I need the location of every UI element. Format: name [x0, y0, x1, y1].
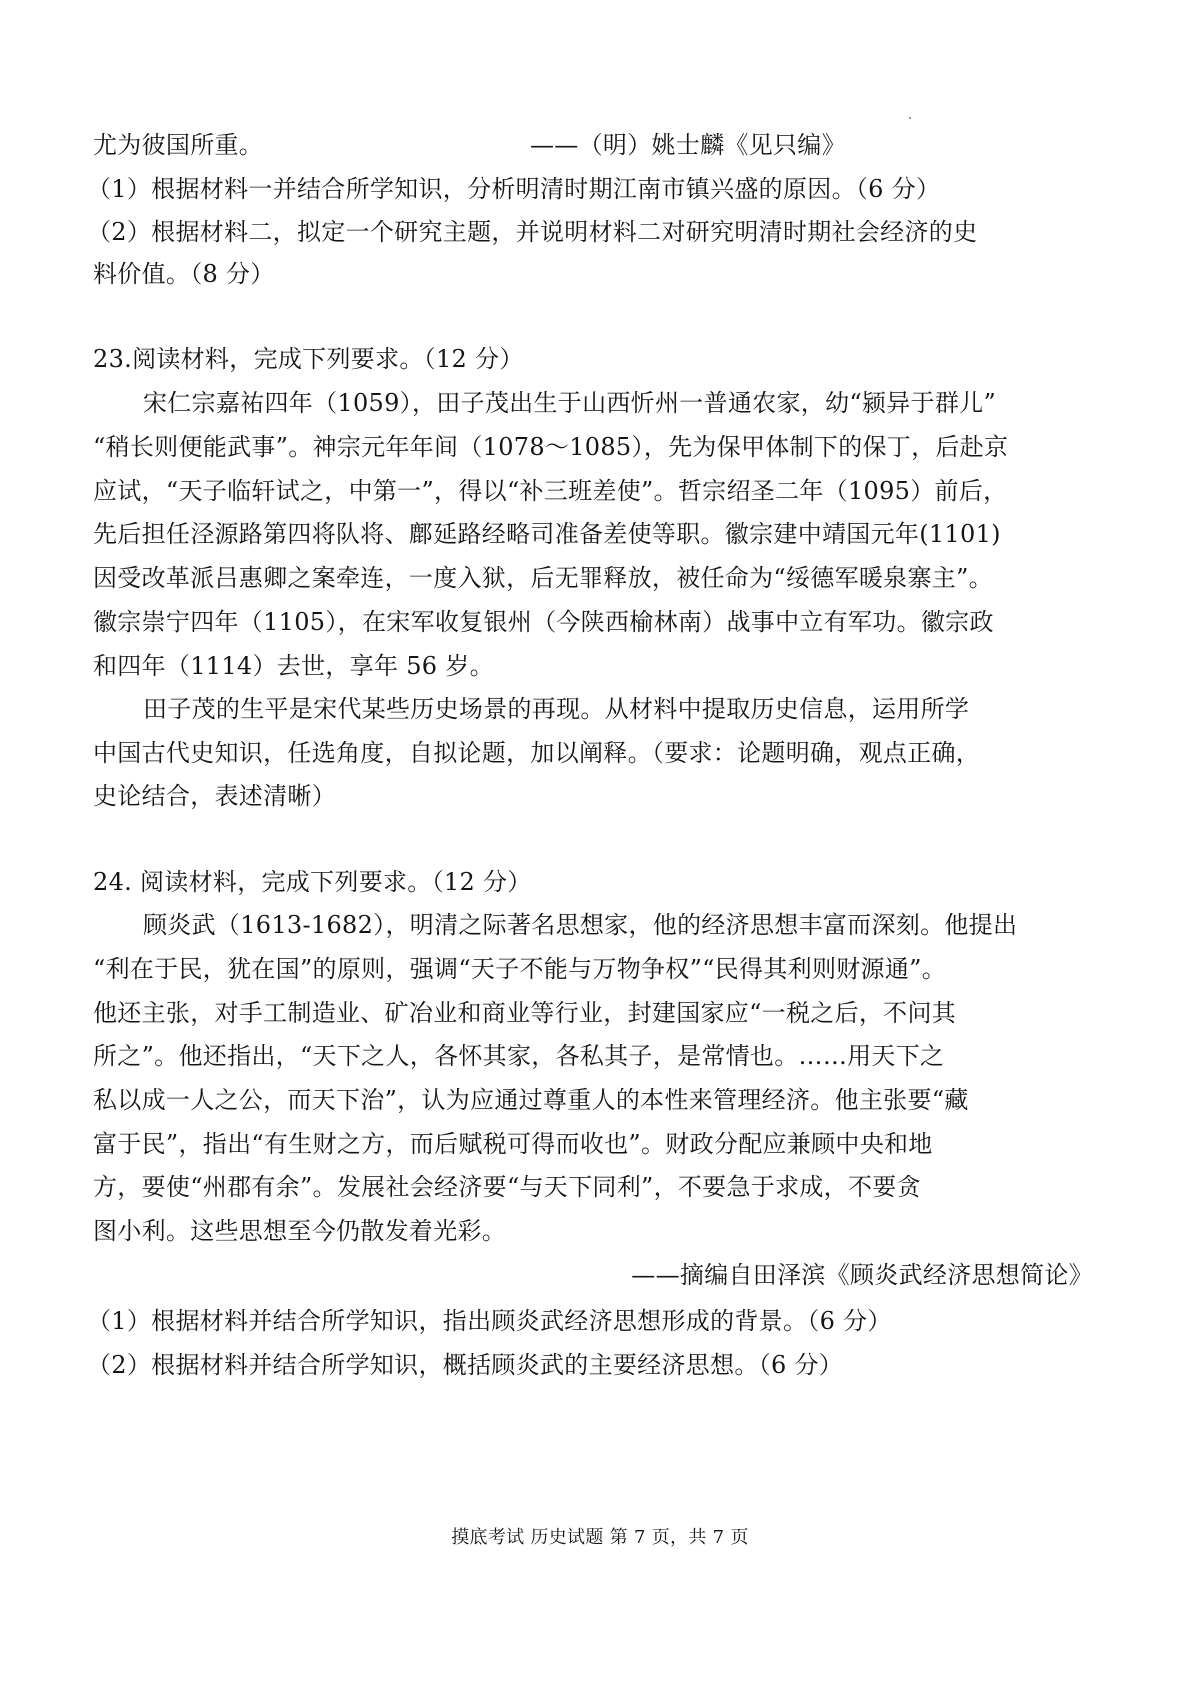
- q23-material-line: 因受改革派吕惠卿之案牵连，一度入狱，后无罪释放，被任命为“绥德军暖泉寨主”。: [93, 564, 993, 592]
- q24-material-line: 私以成一人之公，而天下治”，认为应通过尊重人的本性来管理经济。他主张要“藏: [93, 1086, 969, 1114]
- q22-material-tail: 尤为彼国所重。: [93, 131, 264, 159]
- q23-material-line: “稍长则便能武事”。神宗元年年间（1078～1085），先为保甲体制下的保丁，后赴京: [93, 433, 1009, 461]
- q24-heading: 24. 阅读材料，完成下列要求。（12 分）: [93, 868, 532, 896]
- q23-task-line: 史论结合，表述清晰）: [93, 782, 336, 810]
- q22-subquestion-2-line1: （2）根据材料二，拟定一个研究主题，并说明材料二对研究明清时期社会经济的史: [87, 218, 978, 246]
- q24-material-line: 顾炎武（1613-1682），明清之际著名思想家，他的经济思想丰富而深刻。他提出: [143, 911, 1018, 939]
- q24-subquestion-2: （2）根据材料并结合所学知识，概括顾炎武的主要经济思想。（6 分）: [87, 1351, 844, 1379]
- q23-heading: 23.阅读材料，完成下列要求。（12 分）: [93, 345, 524, 373]
- q24-material-line: 富于民”，指出“有生财之方，而后赋税可得而收也”。财政分配应兼顾中央和地: [93, 1130, 933, 1158]
- q23-material-line: 应试，“天子临轩试之，中第一”，得以“补三班差使”。哲宗绍圣二年（1095）前后，: [93, 477, 1008, 505]
- q24-material-line: 方，要使“州郡有余”。发展社会经济要“与天下同利”，不要急于求成，不要贪: [93, 1173, 921, 1201]
- q24-subquestion-1: （1）根据材料并结合所学知识，指出顾炎武经济思想形成的背景。（6 分）: [87, 1307, 892, 1335]
- q24-material-line: “利在于民，犹在国”的原则，强调“天子不能与万物争权”“民得其利则财源通”。: [93, 955, 947, 983]
- q22-subquestion-1: （1）根据材料一并结合所学知识，分析明清时期江南市镇兴盛的原因。（6 分）: [87, 175, 941, 203]
- q23-material-line: 宋仁宗嘉祐四年（1059），田子茂出生于山西忻州一普通农家，幼“颍异于群儿”: [143, 389, 997, 417]
- q23-task-line: 田子茂的生平是宋代某些历史场景的再现。从材料中提取历史信息，运用所学: [143, 695, 970, 723]
- page-footer: 摸底考试 历史试题 第 7 页，共 7 页: [451, 1527, 749, 1548]
- q23-material-line: 徽宗崇宁四年（1105），在宋军收复银州（今陕西榆林南）战事中立有军功。徽宗政: [93, 608, 994, 636]
- q24-material-line: 图小利。这些思想至今仍散发着光彩。: [93, 1217, 507, 1245]
- q22-subquestion-2-line2: 料价值。（8 分）: [93, 260, 275, 288]
- q23-material-line: 先后担任泾源路第四将队将、鄜延路经略司准备差使等职。徽宗建中靖国元年(1101): [93, 520, 1001, 548]
- q24-material-line: 所之”。他还指出，“天下之人，各怀其家，各私其子，是常情也。……用天下之: [93, 1042, 945, 1070]
- q23-task-line: 中国古代史知识，任选角度，自拟论题，加以阐释。（要求：论题明确，观点正确，: [93, 739, 981, 767]
- q24-material-line: 他还主张，对手工制造业、矿冶业和商业等行业，封建国家应“一税之后，不问其: [93, 999, 957, 1027]
- q24-material-source: ——摘编自田泽滨《顾炎武经济思想简论》: [631, 1261, 1093, 1289]
- q23-material-line: 和四年（1114）去世，享年 56 岁。: [93, 652, 494, 680]
- q22-material-source: ——（明）姚士麟《见只编》: [530, 131, 846, 159]
- scan-speck: [909, 117, 911, 119]
